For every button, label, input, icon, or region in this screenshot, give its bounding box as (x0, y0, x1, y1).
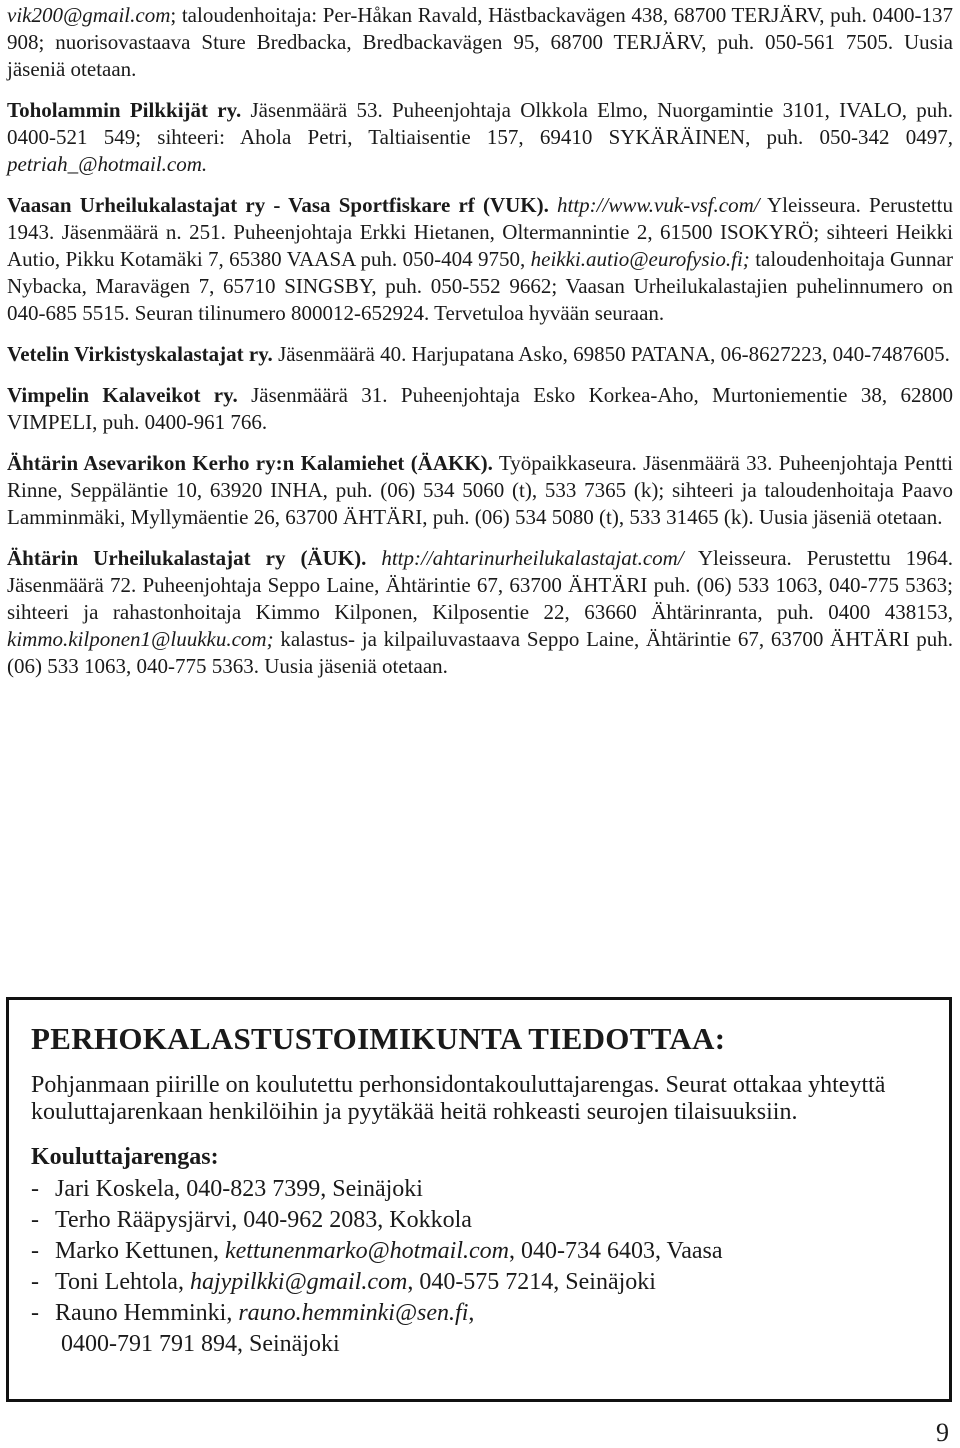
trainer-email-link[interactable]: rauno.hemminki@sen.fi (238, 1300, 469, 1326)
trainer-email-link[interactable]: hajypilkki@gmail.com (189, 1269, 408, 1295)
trainer-text: Terho Rääpysjärvi, 040-962 2083, Kokkola (55, 1207, 472, 1233)
entry-text: Jäsenmäärä 40. Harjupatana Asko, 69850 PATANA, 06-8627223, 040-7487605. (272, 342, 950, 366)
entry-text: Yleisseura. Perustettu 1964. Jäsenmäärä 72. Puheenjohtaja Seppo Laine, Ähtärintie 67, 63700 ÄHTÄRI puh. (06) 533 1063, 040-775 5363; sihteeri ja rahastonhoitaja Kimmo Kilponen, Kilposentie 22, 63660 Ähtärinranta, puh. 0400 438153, (7, 546, 953, 624)
trainer-text: Marko Kettunen, (55, 1238, 225, 1264)
trainer-email-link[interactable]: kettunenmarko@hotmail.com (224, 1238, 509, 1264)
list-dash: - (31, 1238, 39, 1264)
entry-text: kalastus- ja kilpailuvastaava Seppo Laine, Ähtärintie 67, 63700 ÄHTÄRI puh. (06) 533 1063, 040-775 5363. Uusia jäseniä otetaan. (7, 627, 953, 678)
trainer-text: , (468, 1300, 475, 1326)
trainer-item (31, 1236, 927, 1267)
list-dash: - (31, 1176, 39, 1202)
trainer-item (31, 1298, 927, 1329)
email-link[interactable]: heikki.autio@eurofysio.fi; (530, 247, 750, 271)
email-link[interactable]: petriah_@hotmail.com. (7, 152, 208, 176)
trainer-item (31, 1267, 927, 1298)
entry-text: Jäsenmäärä 53. Puheenjohtaja Olkkola Elmo, Nuorgamintie 3101, IVALO, puh. 0400-521 549; sihteeri: Ahola Petri, Taltiaisentie 157, 69410 SYKÄRÄINEN, puh. 050-342 0497, (7, 98, 954, 149)
club-entry (7, 2, 953, 83)
trainer-item (31, 1205, 927, 1236)
entry-text (366, 546, 381, 570)
entry-text: ; taloudenhoitaja: Per-Håkan Ravald, Hästbackavägen 438, 68700 TERJÄRV, puh. 0400-137 908; nuorisovastaava Sture Bredbacka, Bredbackavägen 95, 68700 TERJÄRV, puh. 050-561 7505. Uusia jäseniä otetaan. (7, 3, 953, 81)
club-name: Ähtärin Urheilukalastajat ry (ÄUK). (7, 546, 367, 570)
trainer-text: , 040-575 7214, Seinäjoki (407, 1269, 656, 1295)
club-name: Vimpelin Kalaveikot ry. (7, 383, 238, 407)
club-name: Toholammin Pilkkijät ry. (7, 98, 242, 122)
list-dash: - (31, 1207, 39, 1233)
club-name: Ähtärin Asevarikon Kerho ry:n Kalamiehet (ÄAKK). (7, 451, 493, 475)
trainer-list (31, 1174, 927, 1360)
entry-text: Jäsenmäärä 31. Puheenjohtaja Esko Korkea-Aho, Murtoniementie 38, 62800 VIMPELI, puh. 0400-961 766. (7, 383, 953, 434)
club-entry (7, 545, 953, 680)
trainer-text: Rauno Hemminki, (55, 1300, 239, 1326)
club-entry (7, 382, 953, 436)
club-entry (7, 192, 953, 327)
entry-text (549, 193, 557, 217)
trainer-text: Toni Lehtola, (55, 1269, 190, 1295)
notice-title: PERHOKALASTUSTOIMIKUNTA TIEDOTTAA: (31, 1021, 726, 1056)
trainer-item-continued (31, 1329, 927, 1360)
trainer-text: Jari Koskela, 040-823 7399, Seinäjoki (55, 1176, 423, 1202)
club-directory (7, 0, 953, 694)
email-link[interactable]: kimmo.kilponen1@luukku.com; (7, 627, 274, 651)
club-entry (7, 97, 953, 178)
trainer-text: 0400-791 791 894, Seinäjoki (61, 1331, 340, 1357)
website-link[interactable]: http://ahtarinurheilukalastajat.com/ (381, 546, 684, 570)
club-entry (7, 450, 953, 531)
club-name: Vaasan Urheilukalastajat ry - Vasa Sportfiskare rf (VUK). (7, 193, 549, 217)
email-link[interactable]: vik200@gmail.com (7, 3, 171, 27)
notice-box (6, 997, 952, 1402)
page-number: 9 (936, 1418, 949, 1447)
notice-body: Pohjanmaan piirille on koulutettu perhonsidontakouluttajarengas. Seurat ottakaa yhteyttä kouluttajarenkaan henkilöihin ja pyytäkää heitä rohkeasti seurojen tilaisuuksiin. (31, 1072, 886, 1125)
club-entry (7, 341, 953, 368)
entry-text: Työpaikkaseura. Jäsenmäärä 33. Puheenjohtaja Pentti Rinne, Seppäläntie 10, 63920 INHA, puh. (06) 534 5060 (t), 533 7365 (k); sihteeri ja taloudenhoitaja Paavo Lamminmäki, Myllymäentie 26, 63700 ÄHTÄRI, puh. (06) 534 5080 (t), 533 31465 (k). Uusia jäseniä otetaan. (7, 451, 953, 529)
entry-text: Yleisseura. Perustettu 1943. Jäsenmäärä n. 251. Puheenjohtaja Erkki Hietanen, Oltermannintie 2, 61500 ISOKYRÖ; sihteeri Heikki Autio, Pikku Kotamäki 7, 65380 VAASA puh. 050-404 9750, (7, 193, 953, 271)
entry-text: taloudenhoitaja Gunnar Nybacka, Maravägen 7, 65710 SINGSBY, puh. 050-552 9662; Vaasan Urheilukalastajien puhelinnumero on 040-685 5515. Seuran tilinumero 800012-652924. Tervetuloa hyvään seuraan. (7, 247, 954, 325)
club-name: Vetelin Virkistyskalastajat ry. (7, 342, 273, 366)
list-dash: - (31, 1300, 39, 1326)
trainer-item (31, 1174, 927, 1205)
trainer-text: , 040-734 6403, Vaasa (508, 1238, 723, 1264)
list-dash: - (31, 1269, 39, 1295)
website-link[interactable]: http://www.vuk-vsf.com/ (557, 193, 760, 217)
trainers-heading: Kouluttajarengas: (31, 1144, 219, 1170)
